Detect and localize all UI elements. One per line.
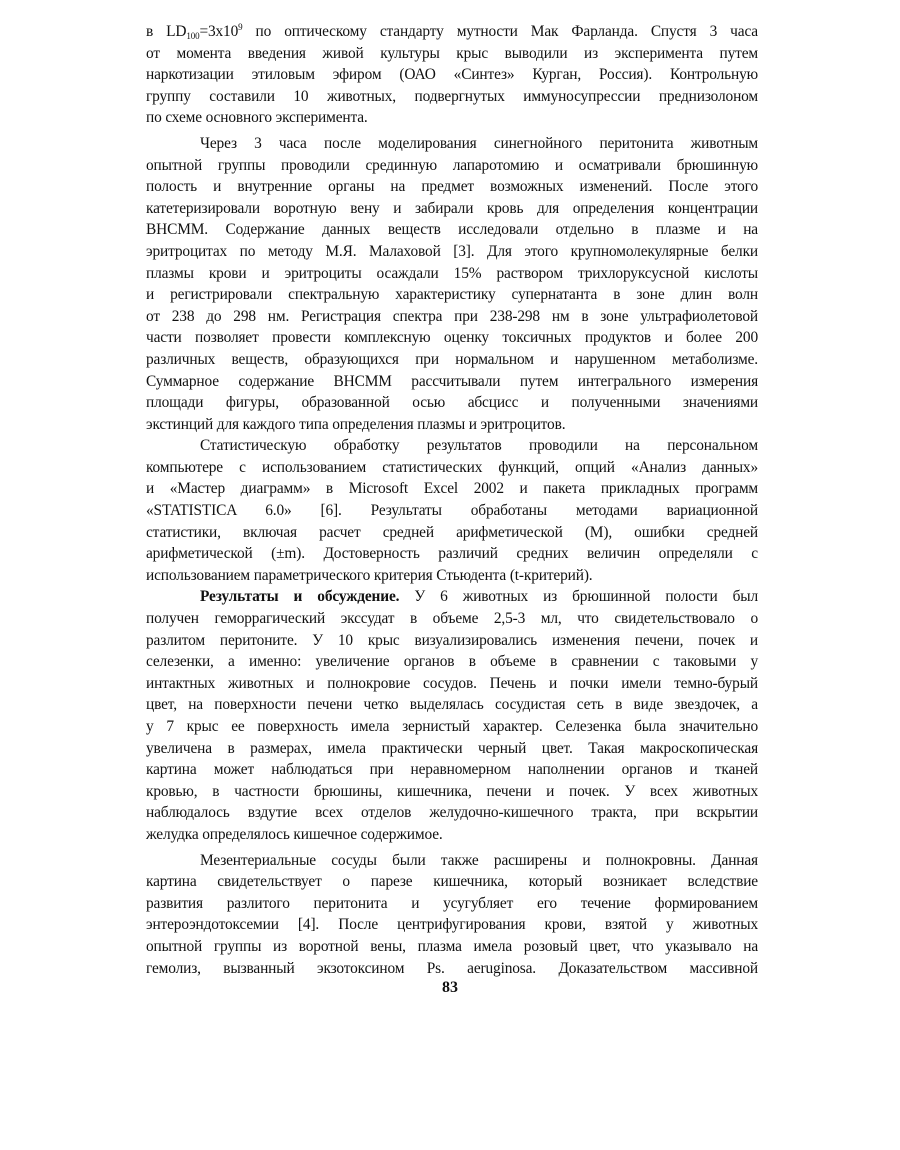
text-line: у 7 крыс ее поверхность имела зернистый характер. Селезенка была значительно	[146, 718, 758, 735]
text-line: полость и внутренние органы на предмет возможных изменений. После этого	[146, 178, 758, 196]
text-line: ВНСММ. Содержание данных веществ исследовали отдельно в плазме и на	[146, 221, 758, 239]
text-line: Через 3 часа после моделирования синегнойного перитонита животным	[200, 134, 758, 152]
text-line: по схеме основного эксперимента.	[146, 109, 368, 127]
text-line: развития разлитого перитонита и усугубляет его течение формированием	[146, 894, 758, 912]
text-line: наблюдалось вздутие всех отделов желудочно-кишечного тракта, при вскрытии	[146, 804, 758, 822]
text-line: наркотизации этиловым эфиром (ОАО «Синтез» Курган, Россия). Контрольную	[146, 66, 758, 84]
text-line: экстинций для каждого типа определения плазмы и эритроцитов.	[146, 415, 566, 433]
text-line: эритроцитах по методу М.Я. Малаховой [3]. Для этого крупномолекулярные белки	[146, 242, 758, 260]
text-line: и регистрировали спектральную характеристику супернатанта в зоне длин волн	[146, 286, 758, 304]
text-line-results-heading	[146, 586, 758, 608]
text-line: энтероэндотоксемии [4]. После центрифугирования крови, взятой у животных	[146, 916, 758, 934]
subscript: 100	[186, 31, 200, 41]
text-fragment: по оптическому стандарту мутности Мак Фарланда. Спустя 3 часа	[242, 23, 758, 40]
text-line: и «Мастер диаграмм» в Microsoft Excel 2002 и пакета прикладных программ	[146, 480, 758, 498]
text-line: группу составили 10 животных, подвергнутых иммуносупрессии преднизолоном	[146, 87, 758, 105]
text-line: от 238 до 298 нм. Регистрация спектра при 238-298 нм в зоне ультрафиолетовой	[146, 307, 758, 325]
body-text	[146, 21, 758, 979]
text-line: кровью, в частности брюшины, кишечника, печени и почек. У всех животных	[146, 782, 758, 800]
text-line: цвет, на поверхности печени четко выделялась сосудистая сеть в виде звездочек, а	[146, 696, 758, 714]
text-line: части позволяет провести комплексную оценку токсичных продуктов и более 200	[146, 329, 758, 347]
text-line: арифметической (±m). Достоверность различий средних величин определяли с	[146, 545, 758, 563]
text-line: картина свидетельствует о парезе кишечника, который возникает вследствие	[146, 873, 758, 891]
text-line-first	[146, 21, 758, 43]
text-line: от момента введения живой культуры крыс выводили из эксперимента путем	[146, 44, 758, 62]
text-line: использованием параметрического критерия Стьюдента (t-критерий).	[146, 566, 593, 584]
superscript: 9	[238, 22, 243, 32]
text-line: площади фигуры, образованной осью абсцисс и полученными значениями	[146, 394, 758, 412]
text-line: опытной группы из воротной вены, плазма имела розовый цвет, что указывало на	[146, 937, 758, 955]
text-fragment: =3x10	[199, 23, 239, 40]
text-line: Мезентериальные сосуды были также расширены и полнокровны. Данная	[200, 851, 758, 869]
text-line: статистики, включая расчет средней арифметической (М), ошибки средней	[146, 523, 758, 541]
text-line: увеличена в размерах, имела практически черный цвет. Такая макроскопическая	[146, 739, 758, 757]
section-heading: Результаты и обсуждение.	[200, 588, 400, 606]
text-line: компьютере с использованием статистических функций, опций «Анализ данных»	[146, 458, 758, 476]
text-fragment: У 6 животных из брюшинной полости был	[399, 588, 758, 606]
text-line: интактных животных и полнокровие сосудов. Печень и почки имели темно-бурый	[146, 674, 758, 692]
text-line: селезенки, а именно: увеличение органов в объеме в сравнении с таковыми у	[146, 653, 758, 671]
text-line: плазмы крови и эритроциты осаждали 15% раствором трихлоруксусной кислоты	[146, 264, 758, 282]
text-line: «STATISTICA 6.0» [6]. Результаты обработаны методами вариационной	[146, 502, 758, 520]
text-line: катетеризировали воротную вену и забирали кровь для определения концентрации	[146, 199, 758, 217]
text-fragment: в LD	[146, 23, 187, 40]
text-line: различных веществ, образующихся при нормальном и нарушенном метаболизме.	[146, 350, 758, 368]
text-line: картина может наблюдаться при неравномерном наполнении органов и тканей	[146, 761, 758, 779]
text-line: гемолиз, вызванный экзотоксином Ps. aeruginosa. Доказательством массивной	[146, 959, 758, 977]
text-line: опытной группы проводили срединную лапаротомию и осматривали брюшинную	[146, 156, 758, 174]
text-line: Статистическую обработку результатов проводили на персональном	[200, 437, 758, 455]
text-line: получен геморрагический экссудат в объеме 2,5-3 мл, что свидетельствовало о	[146, 610, 758, 628]
text-line: разлитом перитоните. У 10 крыс визуализировались изменения печени, почек и	[146, 631, 758, 649]
text-line: желудка определялось кишечное содержимое.	[146, 825, 443, 843]
page-number: 83	[442, 979, 458, 996]
text-line: Суммарное содержание ВНСММ рассчитывали путем интегрального измерения	[146, 372, 758, 390]
